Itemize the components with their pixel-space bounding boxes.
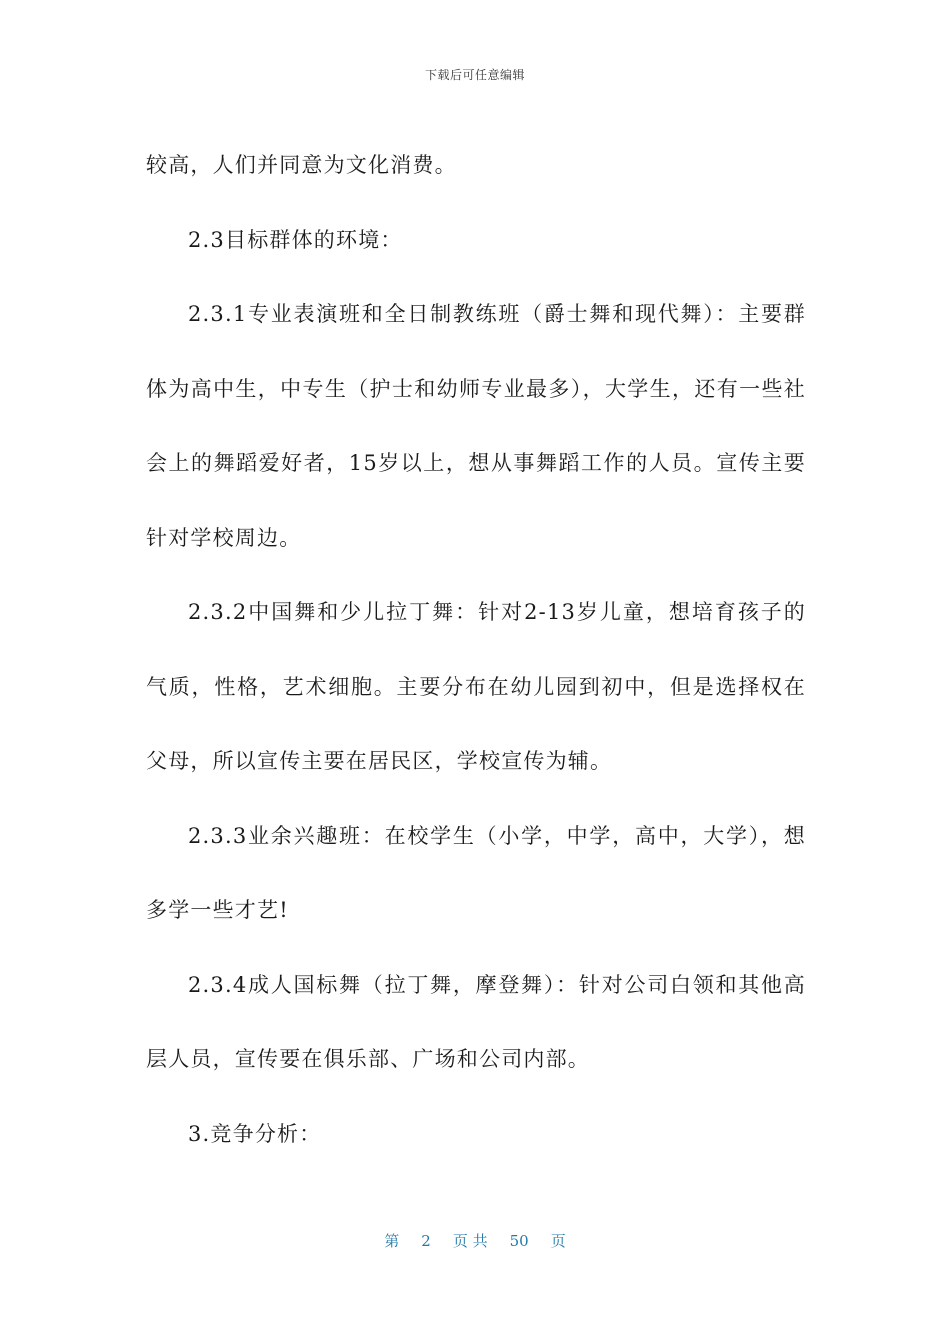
- paragraph-2-3-1: 2.3.1专业表演班和全日制教练班（爵士舞和现代舞）：主要群体为高中生，中专生（护士和幼师专业最多），大学生，还有一些社会上的舞蹈爱好者，15岁以上，想从事舞蹈工作的人员。宣传主要针对学校周边。: [146, 302, 806, 550]
- paragraph-2-3-3: 2.3.3业余兴趣班：在校学生（小学，中学，高中，大学），想多学一些才艺!: [146, 823, 806, 922]
- footer-middle: 页 共: [452, 1232, 488, 1250]
- page-footer: [0, 1230, 950, 1251]
- page-header: 下载后可任意编辑: [424, 68, 525, 82]
- footer-prefix: 第: [384, 1232, 400, 1250]
- document-body: [146, 128, 806, 1171]
- paragraph-2-3-4: 2.3.4成人国标舞（拉丁舞，摩登舞）：针对公司白领和其他高层人员，宣传要在俱乐部、广场和公司内部。: [146, 972, 806, 1071]
- section-heading-3: 3.竞争分析：: [188, 1121, 322, 1146]
- section-heading-2-3: 2.3目标群体的环境：: [188, 227, 403, 252]
- paragraph-2-3-2: 2.3.2中国舞和少儿拉丁舞：针对2-13岁儿童，想培育孩子的气质，性格，艺术细胞。主要分布在幼儿园到初中，但是选择权在父母，所以宣传主要在居民区，学校宣传为辅。: [146, 600, 806, 773]
- footer-suffix: 页: [550, 1232, 566, 1250]
- paragraph-continuation: 较高，人们并同意为文化消费。: [146, 153, 457, 177]
- footer-current-page: 2: [421, 1232, 431, 1250]
- footer-total-pages: 50: [509, 1232, 529, 1250]
